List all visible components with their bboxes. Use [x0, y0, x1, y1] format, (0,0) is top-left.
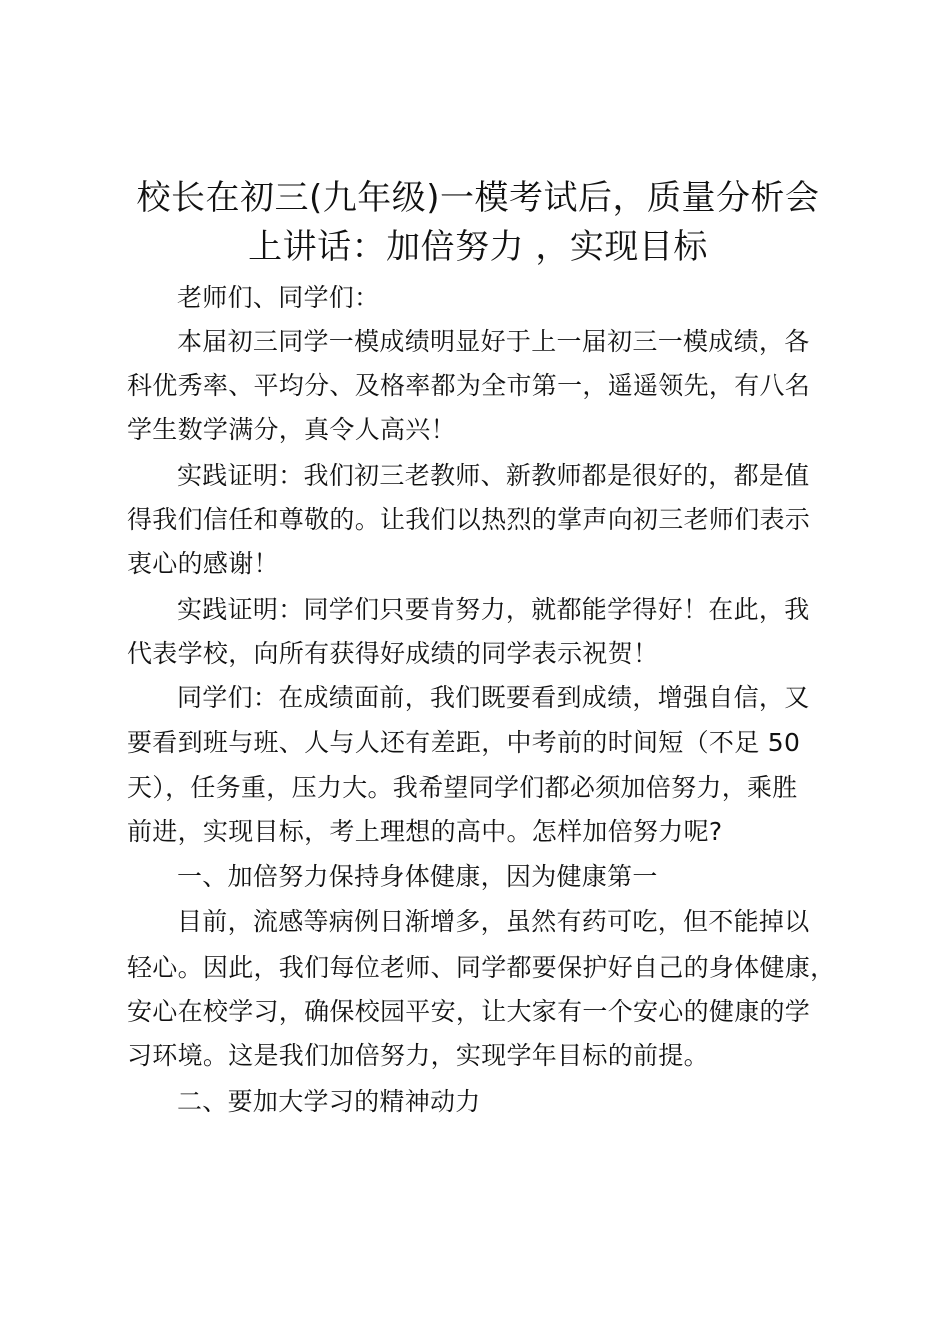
salutation: 老师们、同学们： — [177, 283, 380, 312]
paragraph-line: 得我们信任和尊敬的。让我们以热烈的掌声向初三老师们表示 — [127, 505, 811, 534]
paragraph-line: 前进，实现目标，考上理想的高中。怎样加倍努力呢? — [127, 817, 723, 846]
section-heading-2: 二、要加大学习的精神动力 — [177, 1087, 481, 1116]
paragraph-line: 要看到班与班、人与人还有差距，中考前的时间短（不足 50 — [127, 728, 801, 757]
paragraph-line: 习环境。这是我们加倍努力，实现学年目标的前提。 — [127, 1041, 709, 1070]
paragraph-line: 实践证明：我们初三老教师、新教师都是很好的，都是值 — [177, 461, 810, 490]
paragraph-line: 实践证明：同学们只要肯努力，就都能学得好！在此，我 — [177, 595, 810, 624]
section-heading-1: 一、加倍努力保持身体健康，因为健康第一 — [177, 862, 658, 891]
paragraph-line: 代表学校，向所有获得好成绩的同学表示祝贺！ — [127, 639, 659, 668]
paragraph-line: 轻心。因此，我们每位老师、同学都要保护好自己的身体健康， — [127, 953, 836, 982]
paragraph-line: 同学们：在成绩面前，我们既要看到成绩，增强自信，又 — [177, 683, 810, 712]
paragraph-line: 天），任务重，压力大。我希望同学们都必须加倍努力，乘胜 — [127, 773, 798, 802]
paragraph-line: 目前，流感等病例日渐增多，虽然有药可吃，但不能掉以 — [177, 907, 810, 936]
title-line-2: 上讲话：加倍努力 ，实现目标 — [248, 227, 708, 267]
title-line-1: 校长在初三(九年级)一模考试后，质量分析会 — [136, 178, 820, 218]
paragraph-line: 科优秀率、平均分、及格率都为全市第一，遥遥领先，有八名 — [127, 371, 811, 400]
paragraph-line: 衷心的感谢！ — [127, 549, 279, 578]
paragraph-line: 安心在校学习，确保校园平安，让大家有一个安心的健康的学 — [127, 997, 811, 1026]
paragraph-line: 本届初三同学一模成绩明显好于上一届初三一模成绩，各 — [177, 327, 810, 356]
paragraph-line: 学生数学满分，真令人高兴！ — [127, 415, 456, 444]
